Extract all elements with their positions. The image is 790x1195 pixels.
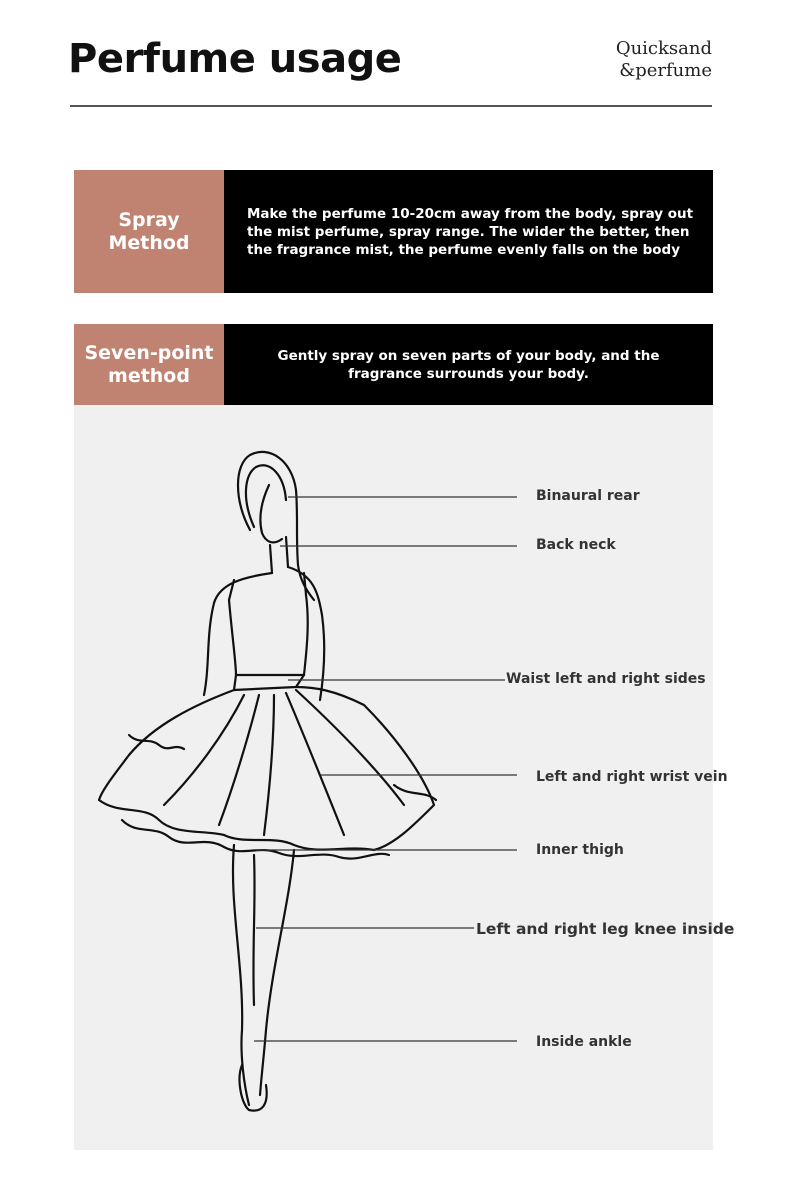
seven-point-method-row (74, 324, 713, 405)
seven-point-method-text: Gently spray on seven parts of your body, and the fragrance surrounds your body. (277, 347, 660, 382)
seven-point-method-label: Seven-point method (74, 324, 224, 405)
skirt-fold-3 (264, 695, 274, 835)
callout-lines (254, 497, 517, 1041)
waist-band (234, 675, 304, 690)
brand-line-1: Quicksand (615, 38, 712, 59)
skirt-fold-5 (296, 690, 404, 805)
callout-inner-thigh: Inner thigh (536, 842, 624, 858)
header-divider (70, 105, 712, 107)
body-illustration-panel (74, 405, 735, 1150)
inner-leg (253, 855, 254, 1005)
hair-inner (246, 465, 286, 527)
spray-method-row (74, 170, 713, 293)
spray-method-label: Spray Method (74, 170, 224, 293)
skirt-fold-4 (286, 693, 344, 835)
brand-line-2: &perfume (619, 60, 712, 81)
skirt-outer (99, 687, 434, 850)
right-leg (260, 850, 294, 1095)
page-title: Perfume usage (68, 36, 402, 82)
brand-logo (616, 38, 712, 82)
skirt-fold-2 (219, 695, 259, 825)
left-arm (204, 573, 272, 695)
crop-top (229, 595, 308, 675)
spray-method-description (224, 170, 713, 293)
seven-point-method-description (224, 324, 713, 405)
callout-knee-inside: Left and right leg knee inside (476, 920, 735, 938)
callout-waist: Waist left and right sides (506, 671, 706, 687)
callout-wrist-vein: Left and right wrist vein (536, 769, 728, 785)
callout-binaural-rear: Binaural rear (536, 488, 640, 504)
face-outline (260, 485, 282, 542)
callout-back-neck: Back neck (536, 537, 616, 553)
spray-method-text: Make the perfume 10-20cm away from the body, spray out the mist perfume, spray range. The wider the better, then the fragrance mist, the perfume evenly falls on the body (247, 205, 694, 258)
callout-inside-ankle: Inside ankle (536, 1034, 632, 1050)
